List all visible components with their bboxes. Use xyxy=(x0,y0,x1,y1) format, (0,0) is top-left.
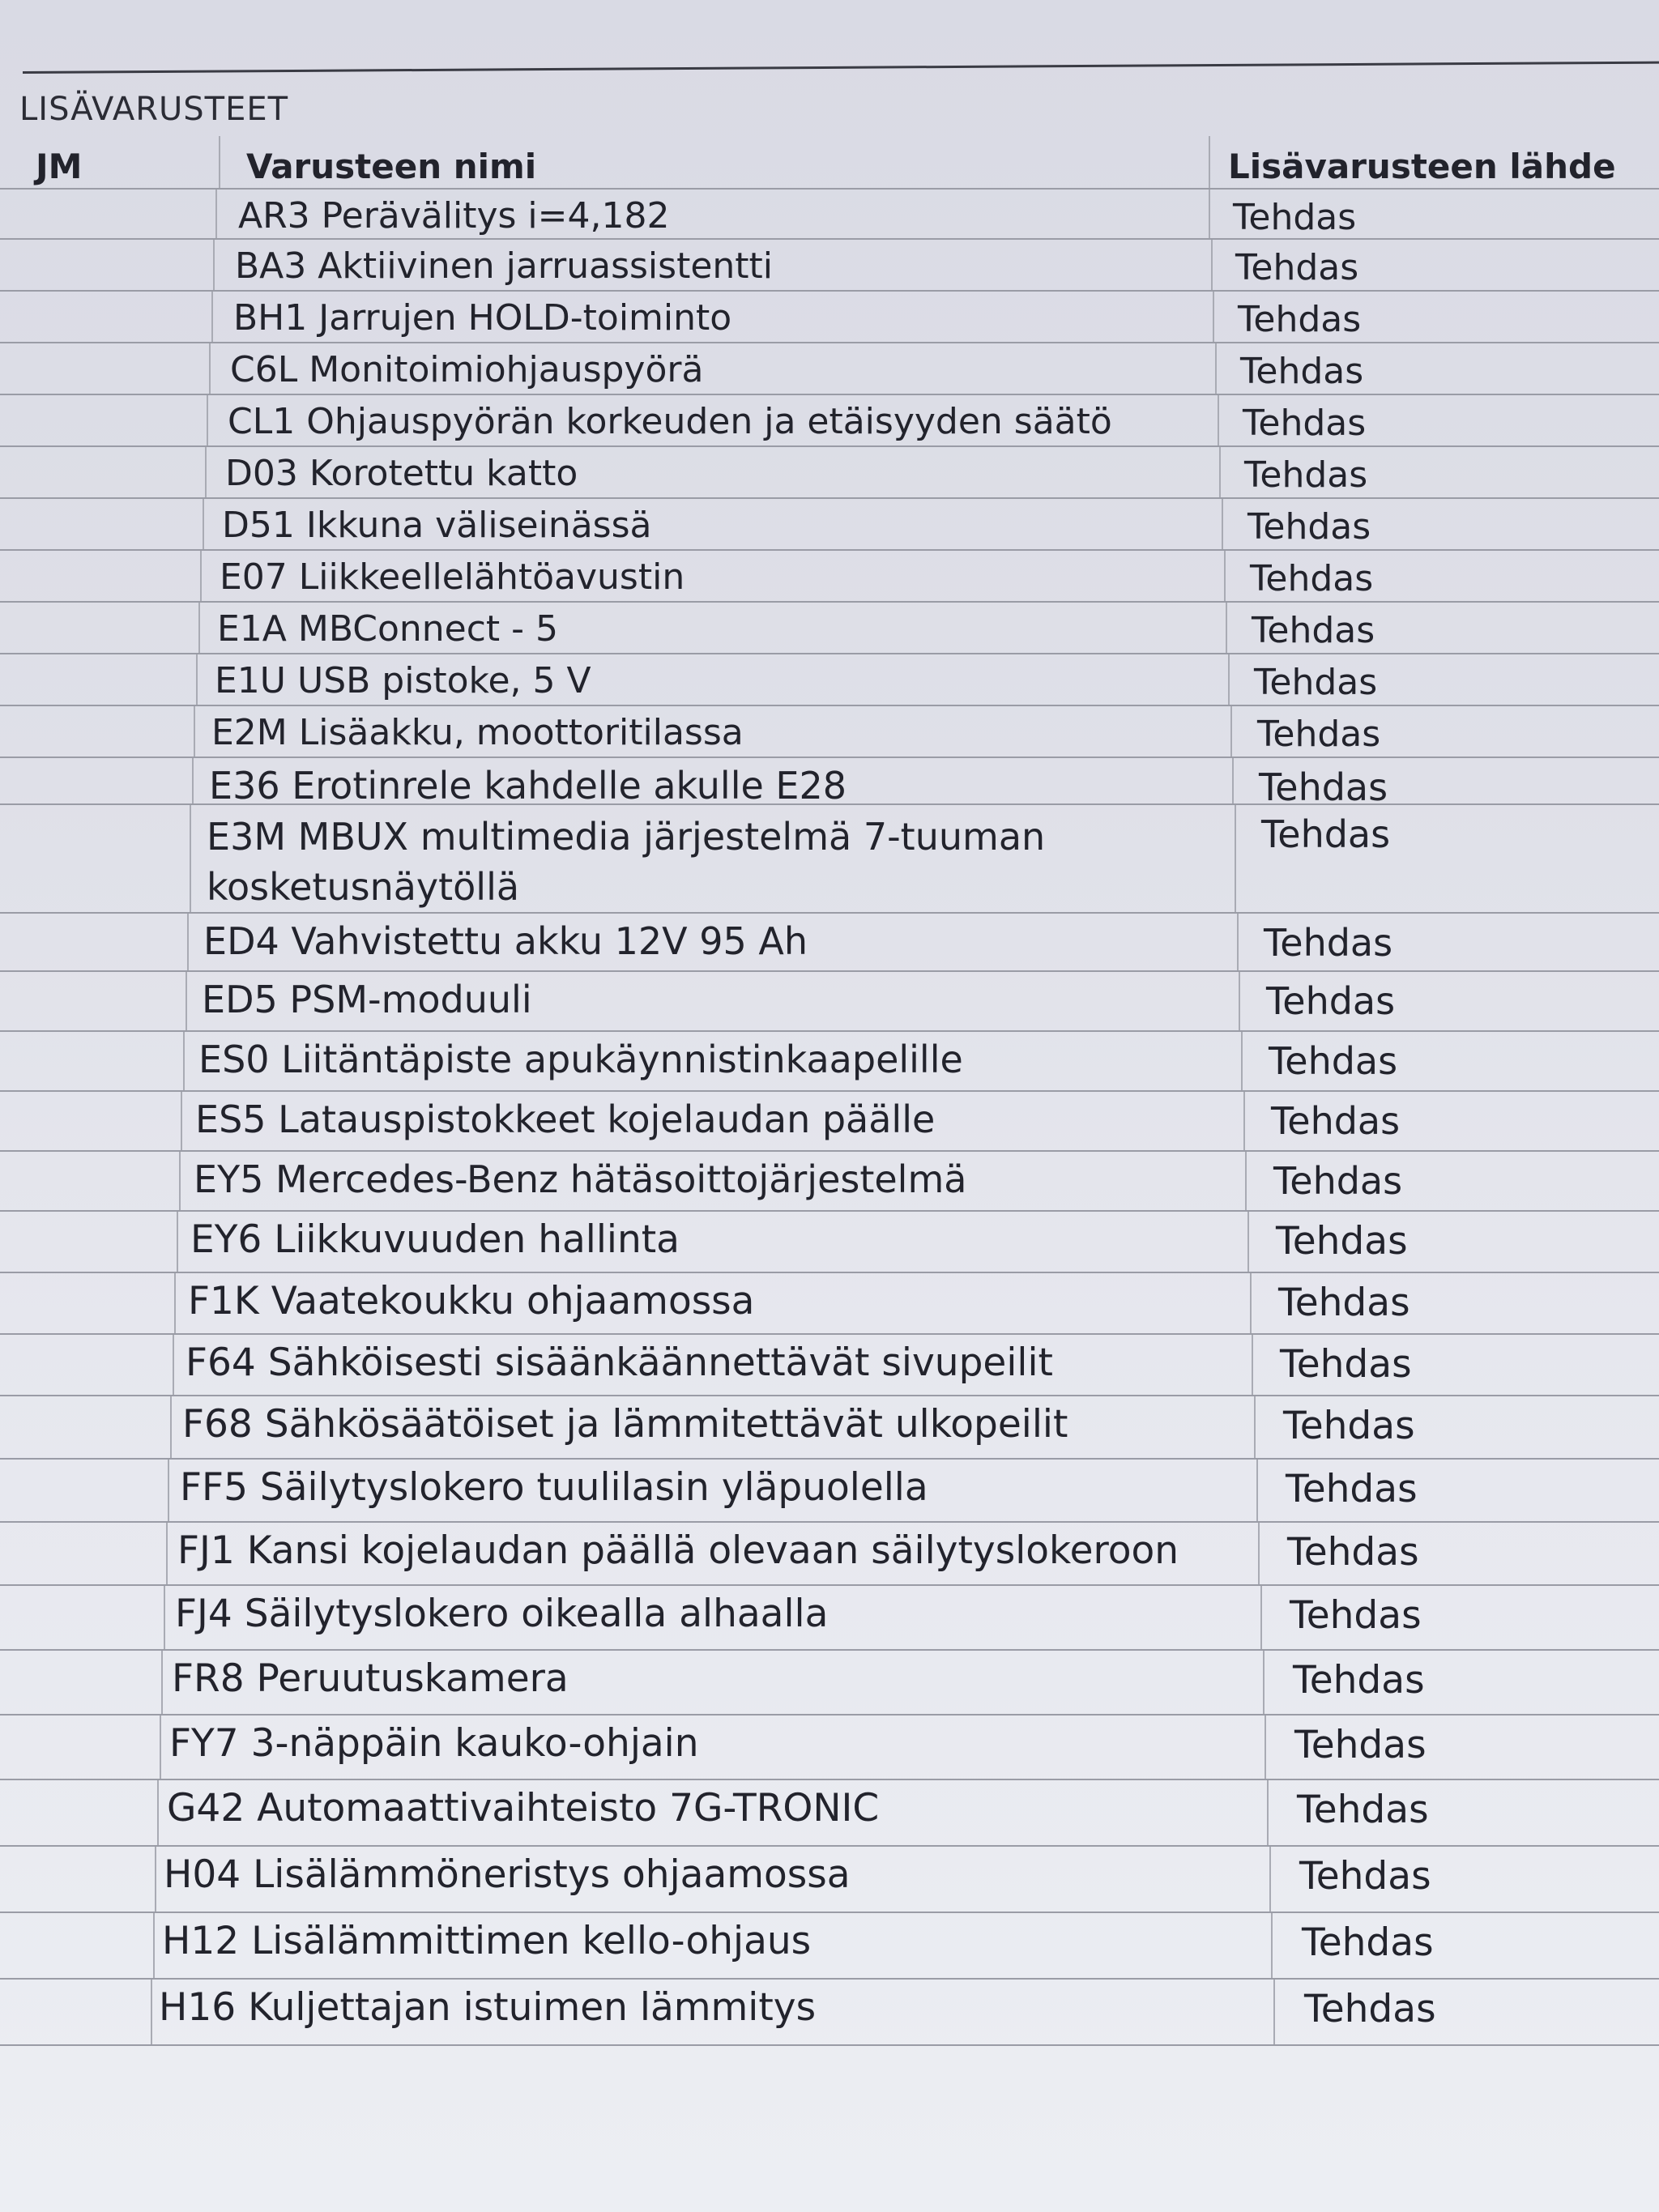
option-source: Tehdas xyxy=(1294,1723,1427,1767)
table-row xyxy=(0,447,1659,499)
option-source: Tehdas xyxy=(1269,1039,1398,1083)
name-cell xyxy=(152,1980,1275,2044)
option-name: C6L Monitoimiohjauspyörä xyxy=(230,349,704,390)
top-rule xyxy=(23,62,1659,74)
option-name: E1U USB pistoke, 5 V xyxy=(215,660,591,701)
source-cell xyxy=(1230,654,1659,705)
option-source: Tehdas xyxy=(1283,1404,1415,1448)
option-source: Tehdas xyxy=(1299,1854,1431,1899)
name-cell xyxy=(195,706,1232,757)
table-row xyxy=(0,1460,1659,1523)
option-name: CL1 Ohjauspyörän korkeuden ja etäisyyden säätö xyxy=(228,401,1112,442)
option-name: FF5 Säilytyslokero tuulilasin yläpuolella xyxy=(180,1465,928,1510)
option-name: E1A MBConnect - 5 xyxy=(217,608,559,650)
name-cell xyxy=(169,1460,1258,1521)
name-cell xyxy=(181,1152,1247,1210)
table-row xyxy=(0,1586,1659,1651)
jm-cell xyxy=(0,758,194,803)
source-cell xyxy=(1260,1523,1659,1584)
jm-cell xyxy=(0,1335,174,1395)
option-source: Tehdas xyxy=(1290,1593,1422,1638)
option-source: Tehdas xyxy=(1252,610,1375,651)
name-cell xyxy=(211,343,1217,394)
table-row xyxy=(0,343,1659,395)
jm-cell xyxy=(0,914,189,970)
option-source: Tehdas xyxy=(1238,299,1362,340)
table-row xyxy=(0,1980,1659,2046)
jm-cell xyxy=(0,1980,152,2044)
source-cell xyxy=(1275,1980,1659,2044)
option-name: FJ1 Kansi kojelaudan päällä olevaan säilytyslokeroon xyxy=(177,1528,1179,1573)
jm-cell xyxy=(0,654,198,705)
jm-cell xyxy=(0,292,213,342)
option-source: Tehdas xyxy=(1261,812,1391,856)
option-source: Tehdas xyxy=(1235,247,1359,288)
jm-cell xyxy=(0,1092,182,1150)
table-row xyxy=(0,914,1659,972)
option-source: Tehdas xyxy=(1276,1219,1408,1264)
option-source: Tehdas xyxy=(1297,1788,1429,1832)
option-source: Tehdas xyxy=(1233,197,1357,238)
source-cell xyxy=(1253,1335,1659,1395)
table-row xyxy=(0,1847,1659,1913)
table-row xyxy=(0,603,1659,654)
jm-cell xyxy=(0,1586,165,1649)
jm-cell xyxy=(0,1780,159,1845)
table-row xyxy=(0,1032,1659,1092)
source-cell xyxy=(1226,551,1659,601)
table-row xyxy=(0,240,1659,292)
option-source: Tehdas xyxy=(1254,662,1378,703)
jm-cell xyxy=(0,1913,155,1978)
jm-cell xyxy=(0,395,208,445)
option-name: F68 Sähkösäätöiset ja lämmitettävät ulkopeilit xyxy=(182,1402,1068,1447)
option-source: Tehdas xyxy=(1247,506,1371,548)
option-name: E2M Lisäakku, moottoritilassa xyxy=(211,712,744,753)
jm-cell xyxy=(0,190,217,238)
option-source: Tehdas xyxy=(1278,1281,1410,1325)
option-name: E07 Liikkeellelähtöavustin xyxy=(220,556,685,598)
name-cell xyxy=(156,1847,1271,1912)
option-source: Tehdas xyxy=(1266,979,1396,1023)
name-cell xyxy=(182,1092,1245,1150)
jm-cell xyxy=(0,499,204,549)
jm-cell xyxy=(0,1273,176,1333)
table-row xyxy=(0,1523,1659,1586)
name-cell xyxy=(155,1913,1273,1978)
source-cell xyxy=(1269,1780,1659,1845)
option-source: Tehdas xyxy=(1273,1159,1403,1203)
header-cell-name xyxy=(220,136,1210,188)
source-cell xyxy=(1262,1586,1659,1649)
name-cell xyxy=(189,914,1239,970)
option-name: EY6 Liikkuvuuden hallinta xyxy=(190,1217,680,1262)
name-cell xyxy=(165,1586,1262,1649)
option-name: BA3 Aktiivinen jarruassistentti xyxy=(235,245,774,287)
table-row xyxy=(0,1396,1659,1460)
option-name: ES0 Liitäntäpiste apukäynnistinkaapelille xyxy=(198,1038,963,1081)
source-cell xyxy=(1223,499,1659,549)
source-cell xyxy=(1213,240,1659,290)
name-cell xyxy=(194,758,1234,808)
source-cell xyxy=(1245,1092,1659,1150)
name-cell xyxy=(215,240,1213,290)
option-source: Tehdas xyxy=(1293,1658,1425,1703)
name-cell xyxy=(202,551,1226,601)
jm-cell xyxy=(0,805,191,912)
source-cell xyxy=(1249,1212,1659,1272)
source-cell xyxy=(1239,914,1659,970)
table-row xyxy=(0,1092,1659,1152)
name-cell xyxy=(159,1780,1269,1845)
name-cell xyxy=(207,447,1221,497)
name-cell xyxy=(217,190,1210,238)
option-source: Tehdas xyxy=(1244,454,1368,496)
name-cell xyxy=(185,1032,1243,1090)
table-row xyxy=(0,190,1659,240)
jm-cell xyxy=(0,972,187,1030)
table-row xyxy=(0,1913,1659,1980)
option-name: E36 Erotinrele kahdelle akulle E28 xyxy=(209,764,847,808)
header-cell-source xyxy=(1210,136,1659,188)
option-name: G42 Automaattivaihteisto 7G-TRONIC xyxy=(167,1786,880,1831)
option-name: F64 Sähköisesti sisäänkäännettävät sivupeilit xyxy=(186,1340,1053,1385)
source-cell xyxy=(1221,447,1659,497)
option-name: H12 Lisälämmittimen kello-ohjaus xyxy=(162,1919,812,1963)
source-cell xyxy=(1232,706,1659,757)
option-name: D03 Korotettu katto xyxy=(225,453,578,494)
option-source: Tehdas xyxy=(1240,351,1364,392)
source-cell xyxy=(1252,1273,1659,1333)
name-cell xyxy=(187,972,1240,1030)
table-row xyxy=(0,805,1659,914)
name-cell xyxy=(208,395,1219,445)
option-source: Tehdas xyxy=(1286,1467,1418,1511)
option-name: FR8 Peruutuskamera xyxy=(172,1656,569,1701)
table-row xyxy=(0,395,1659,447)
option-source: Tehdas xyxy=(1271,1099,1401,1143)
source-cell xyxy=(1273,1913,1659,1978)
table-row xyxy=(0,1273,1659,1335)
name-cell xyxy=(172,1396,1256,1458)
option-name: H16 Kuljettajan istuimen lämmitys xyxy=(159,1985,817,2030)
jm-cell xyxy=(0,551,202,601)
option-name: E3M MBUX multimedia järjestelmä 7-tuuman kosketusnäytöllä xyxy=(207,815,1046,910)
header-name: Varusteen nimi xyxy=(246,147,537,186)
table-row xyxy=(0,551,1659,603)
option-source: Tehdas xyxy=(1287,1530,1419,1575)
table-row xyxy=(0,706,1659,758)
source-cell xyxy=(1271,1847,1659,1912)
option-name: H04 Lisälämmöneristys ohjaamossa xyxy=(164,1852,851,1897)
source-cell xyxy=(1266,1715,1659,1779)
name-cell xyxy=(213,292,1214,342)
table-row xyxy=(0,758,1659,809)
jm-cell xyxy=(0,1715,161,1779)
option-source: Tehdas xyxy=(1243,403,1367,444)
source-cell xyxy=(1217,343,1659,394)
jm-cell xyxy=(0,1651,163,1714)
option-source: Tehdas xyxy=(1250,558,1374,599)
jm-cell xyxy=(0,1523,168,1584)
source-cell xyxy=(1243,1032,1659,1090)
name-cell xyxy=(163,1651,1265,1714)
jm-cell xyxy=(0,447,207,497)
table-row xyxy=(0,499,1659,551)
header-source: Lisävarusteen lähde xyxy=(1228,147,1616,186)
name-cell xyxy=(178,1212,1249,1272)
name-cell xyxy=(168,1523,1260,1584)
option-source: Tehdas xyxy=(1264,921,1393,965)
header-cell-jm xyxy=(0,136,220,188)
source-cell xyxy=(1236,805,1659,912)
source-cell xyxy=(1258,1460,1659,1521)
jm-cell xyxy=(0,1212,178,1272)
source-cell xyxy=(1247,1152,1659,1210)
jm-cell xyxy=(0,1460,169,1521)
table-row xyxy=(0,292,1659,343)
table-row xyxy=(0,1780,1659,1847)
source-cell xyxy=(1256,1396,1659,1458)
jm-cell xyxy=(0,706,195,757)
source-cell xyxy=(1214,292,1659,342)
table-header-row xyxy=(0,136,1659,190)
header-jm: JM xyxy=(36,147,83,186)
table-row xyxy=(0,1715,1659,1780)
option-source: Tehdas xyxy=(1280,1342,1412,1387)
jm-cell xyxy=(0,240,215,290)
name-cell xyxy=(200,603,1227,653)
options-table xyxy=(0,136,1659,2046)
option-source: Tehdas xyxy=(1259,765,1388,809)
option-name: AR3 Perävälitys i=4,182 xyxy=(238,195,670,237)
source-cell xyxy=(1210,190,1659,238)
jm-cell xyxy=(0,603,200,653)
source-cell xyxy=(1240,972,1659,1030)
table-row xyxy=(0,1152,1659,1212)
option-name: ED5 PSM-moduuli xyxy=(202,978,532,1021)
table-row xyxy=(0,1212,1659,1273)
option-name: ED4 Vahvistettu akku 12V 95 Ah xyxy=(203,919,808,963)
source-cell xyxy=(1265,1651,1659,1714)
name-cell xyxy=(176,1273,1252,1333)
option-name: ES5 Latauspistokkeet kojelaudan päälle xyxy=(195,1097,936,1141)
source-cell xyxy=(1234,758,1659,809)
name-cell xyxy=(191,805,1236,912)
name-cell xyxy=(174,1335,1253,1395)
jm-cell xyxy=(0,1032,185,1090)
source-cell xyxy=(1227,603,1659,653)
jm-cell xyxy=(0,343,211,394)
option-name: F1K Vaatekoukku ohjaamossa xyxy=(188,1279,755,1323)
table-row xyxy=(0,654,1659,706)
table-row xyxy=(0,1335,1659,1396)
table-row xyxy=(0,1651,1659,1715)
option-name: D51 Ikkuna väliseinässä xyxy=(222,505,652,546)
name-cell xyxy=(204,499,1223,549)
name-cell xyxy=(161,1715,1266,1779)
option-source: Tehdas xyxy=(1304,1987,1436,2031)
section-title: LISÄVARUSTEET xyxy=(19,91,289,128)
jm-cell xyxy=(0,1152,181,1210)
jm-cell xyxy=(0,1396,172,1458)
option-name: BH1 Jarrujen HOLD-toiminto xyxy=(233,297,732,339)
jm-cell xyxy=(0,1847,156,1912)
name-cell xyxy=(198,654,1230,705)
table-body xyxy=(0,190,1659,2046)
option-name: FY7 3-näppäin kauko-ohjain xyxy=(169,1721,699,1766)
source-cell xyxy=(1219,395,1659,445)
table-row xyxy=(0,972,1659,1032)
option-name: EY5 Mercedes-Benz hätäsoittojärjestelmä xyxy=(194,1157,967,1201)
option-name: FJ4 Säilytyslokero oikealla alhaalla xyxy=(175,1592,829,1636)
option-source: Tehdas xyxy=(1257,714,1381,755)
option-source: Tehdas xyxy=(1302,1920,1434,1965)
